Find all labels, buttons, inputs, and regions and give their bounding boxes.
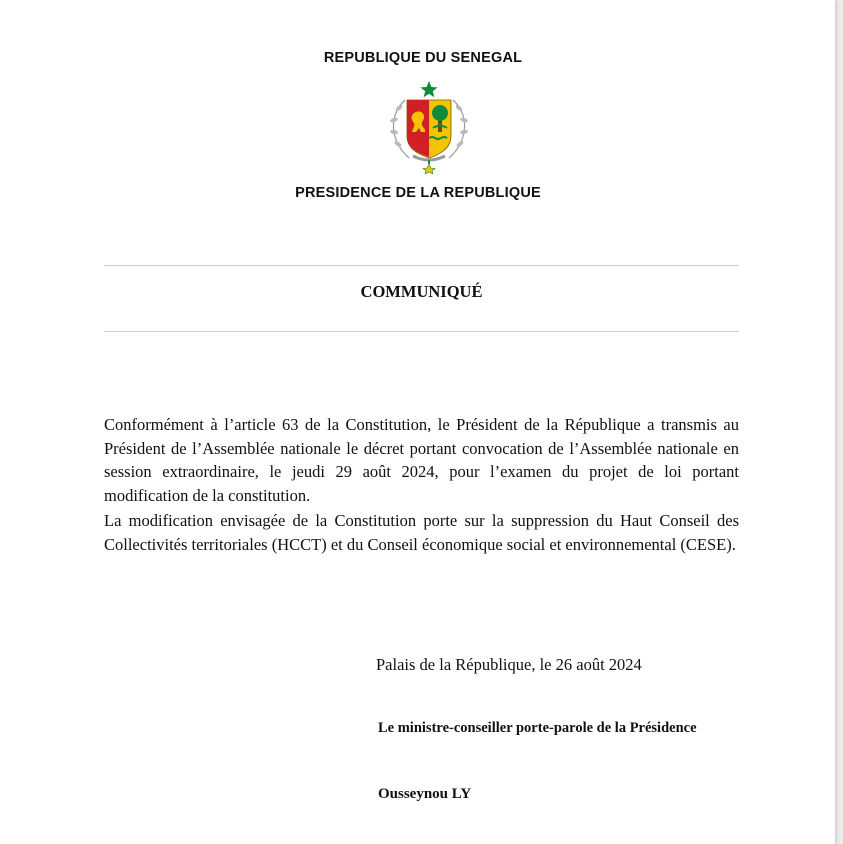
country-heading: REPUBLIQUE DU SENEGAL: [323, 50, 523, 66]
coat-of-arms-icon: [383, 78, 475, 174]
bottom-divider: [104, 331, 739, 332]
signatory-title: Le ministre-conseiller porte-parole de la Présidence: [378, 720, 697, 736]
place-and-date: Palais de la République, le 26 août 2024: [376, 655, 642, 674]
paragraph-1: Conformément à l’article 63 de la Constitution, le Président de la République a transmis au Président de l’Assemblée nationale le décret portant convocation de l’Assemblée nationale en session extraordinaire, le jeudi 29 août 2024, pour l’examen du projet de loi portant modification de la constitution.: [104, 415, 739, 505]
document-title: COMMUNIQUÉ: [360, 282, 483, 301]
signatory-name: Ousseynou LY: [378, 786, 472, 802]
top-divider: [104, 265, 739, 266]
paragraph-2: La modification envisagée de la Constitution porte sur la suppression du Haut Conseil des Collectivités territoriales (HCCT) et du Conseil économique social et environnemental (CESE).: [104, 511, 739, 554]
institution-heading: PRESIDENCE DE LA REPUBLIQUE: [295, 185, 541, 201]
